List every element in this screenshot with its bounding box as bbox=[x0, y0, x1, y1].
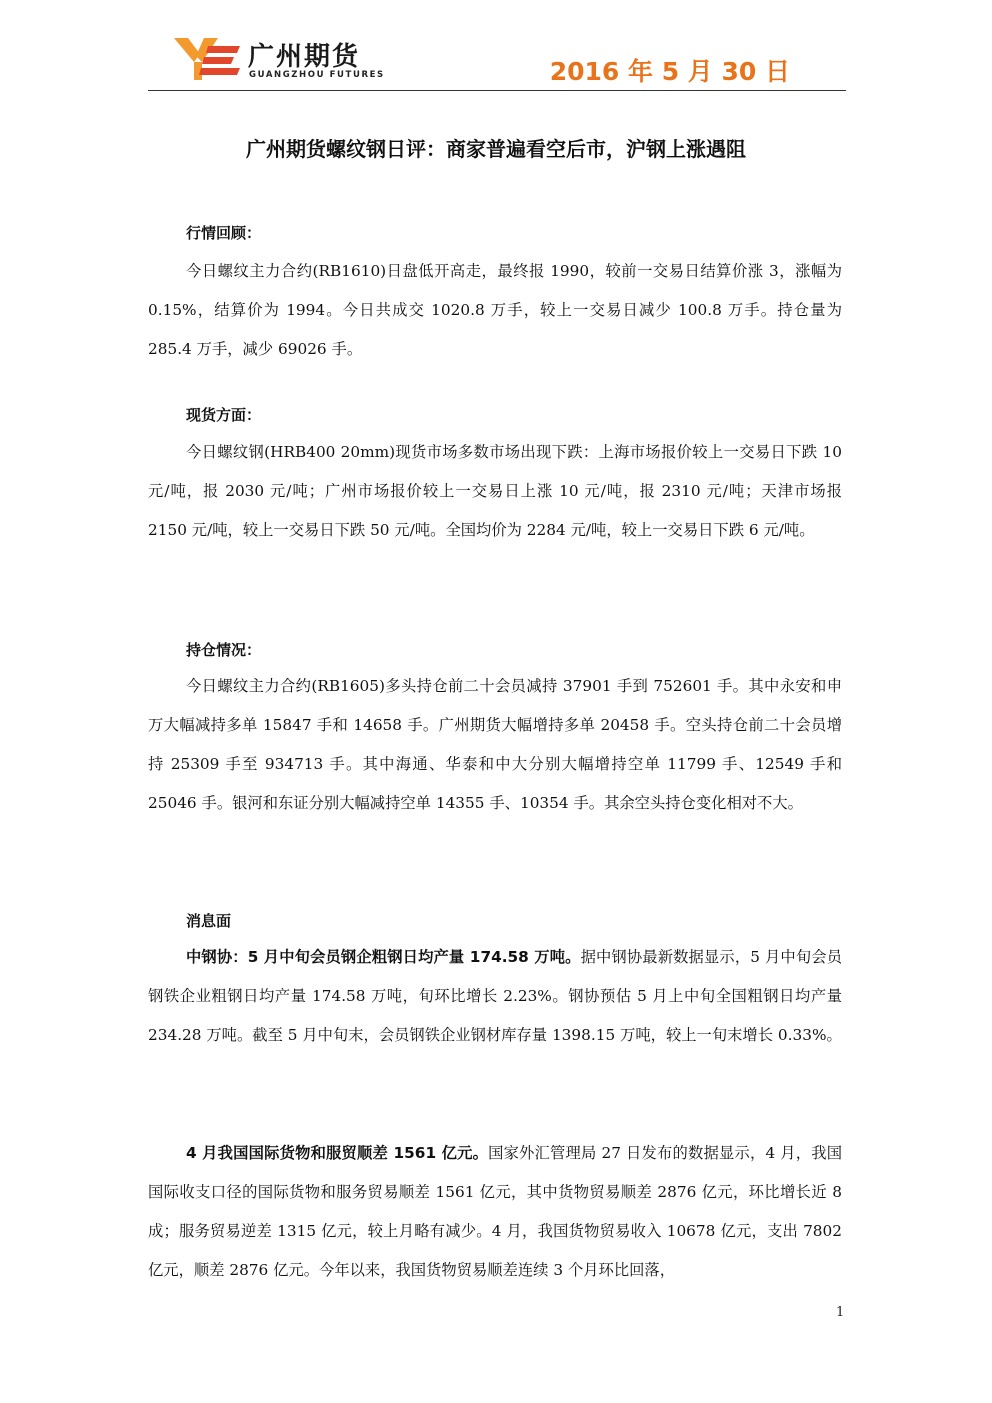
news-item-text: 据中钢协最新数据显示，5 月中旬会员钢铁企业粗钢日均产量 174.58 万吨，旬环比增长 2.23%。钢协预估 5 月上中旬全国粗钢日均产量 234.28 万吨。截至 5 月中旬末，会员钢铁企业钢材库存量 1398.15 万吨，较上一旬末增长 0.33%。 bbox=[148, 948, 842, 1044]
paragraph-spot: 今日螺纹钢(HRB400 20mm)现货市场多数市场出现下跌：上海市场报价较上一交易日下跌 10 元/吨，报 2030 元/吨；广州市场报价较上一交易日上涨 10 元/吨，报 2310 元/吨；天津市场报 2150 元/吨，较上一交易日下跌 50 元/吨。全国均价为 2284 元/吨，较上一交易日下跌 6 元/吨。 bbox=[148, 443, 842, 539]
document-title: 广州期货螺纹钢日评：商家普遍看空后市，沪钢上涨遇阻 bbox=[246, 137, 746, 161]
section-heading-news: 消息面 bbox=[186, 912, 232, 930]
news-item bbox=[148, 938, 842, 1055]
brand-name-cn: 广州期货 bbox=[248, 42, 361, 72]
company-logo-icon bbox=[174, 38, 240, 80]
section-heading-spot: 现货方面： bbox=[186, 406, 262, 424]
news-item-lead: 中钢协：5 月中旬会员钢企粗钢日均产量 174.58 万吨。 bbox=[186, 948, 581, 966]
section-heading-positions: 持仓情况： bbox=[186, 641, 262, 659]
news-item-lead: 4 月我国国际货物和服贸顺差 1561 亿元。 bbox=[186, 1144, 489, 1162]
section-heading-market-review: 行情回顾： bbox=[186, 224, 262, 242]
report-date: 2016 年 5 月 30 日 bbox=[549, 57, 790, 86]
page-header bbox=[148, 30, 846, 92]
brand-name-en: GUANGZHOU FUTURES bbox=[249, 70, 385, 80]
news-item bbox=[148, 1134, 842, 1290]
paragraph-positions: 今日螺纹主力合约(RB1605)多头持仓前二十会员减持 37901 手到 752601 手。其中永安和申万大幅减持多单 15847 手和 14658 手。广州期货大幅增持多单 20458 手。空头持仓前二十会员增持 25309 手至 934713 手。其中海通、华泰和中大分别大幅增持空单 11799 手、12549 手和 25046 手。银河和东证分别大幅减持空单 14355 手、10354 手。其余空头持仓变化相对不大。 bbox=[148, 677, 842, 812]
news-item-text: 国家外汇管理局 27 日发布的数据显示，4 月，我国国际收支口径的国际货物和服务贸易顺差 1561 亿元，其中货物贸易顺差 2876 亿元，环比增长近 8 成；服务贸易逆差 1315 亿元，较上月略有减少。4 月，我国货物贸易收入 10678 亿元，支出 7802 亿元，顺差 2876 亿元。今年以来，我国货物贸易顺差连续 3 个月环比回落， bbox=[148, 1144, 842, 1279]
paragraph-market-review: 今日螺纹主力合约(RB1610)日盘低开高走，最终报 1990，较前一交易日结算价涨 3，涨幅为 0.15%，结算价为 1994。今日共成交 1020.8 万手，较上一交易日减少 100.8 万手。持仓量为 285.4 万手，减少 69026 手。 bbox=[148, 262, 842, 358]
header-divider bbox=[148, 90, 846, 91]
page-number: 1 bbox=[836, 1305, 845, 1320]
